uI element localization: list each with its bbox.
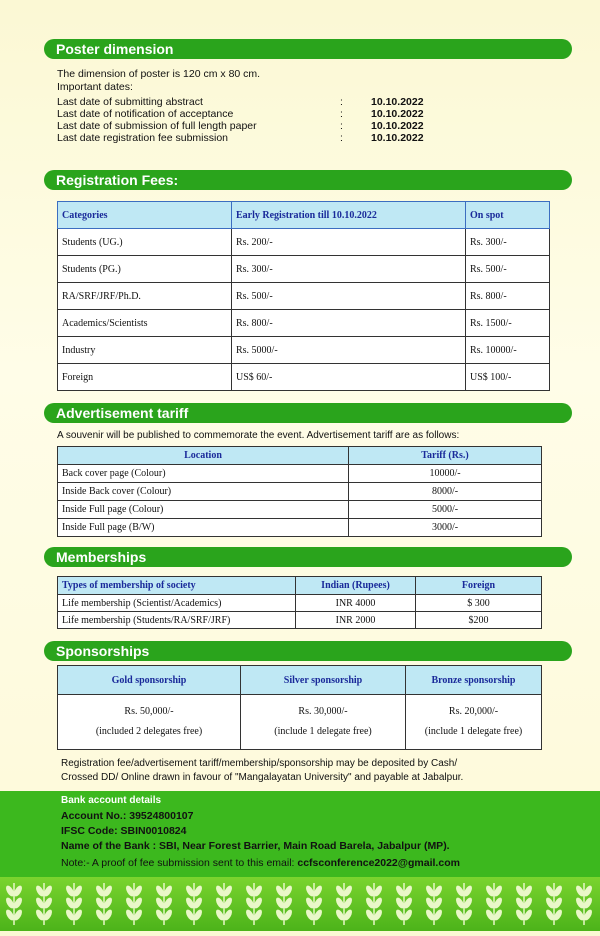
date-label: Last date of notification of acceptance	[57, 108, 234, 120]
date-colon: :	[340, 132, 343, 144]
payment-info-line-1: Registration fee/advertisement tariff/membership/sponsorship may be deposited by Cash/	[61, 758, 458, 769]
date-value: 10.10.2022	[371, 120, 424, 132]
sponsorship-amount: Rs. 30,000/-	[298, 706, 348, 717]
sponsorship-note: (include 1 delegate free)	[424, 726, 523, 737]
date-row	[57, 108, 424, 120]
registration-fees-table	[57, 201, 550, 391]
table-row	[58, 256, 550, 283]
date-label: Last date of submission of full length paper	[57, 120, 257, 132]
important-dates-list	[57, 96, 424, 144]
table-cell: Back cover page (Colour)	[58, 465, 349, 483]
registration-section-title: Registration Fees:	[44, 170, 572, 190]
column-header: Indian (Rupees)	[296, 577, 416, 595]
table-cell: Life membership (Students/RA/SRF/JRF)	[58, 612, 296, 629]
important-dates-label: Important dates:	[57, 81, 133, 93]
date-value: 10.10.2022	[371, 96, 424, 108]
advertisement-section-title: Advertisement tariff	[44, 403, 572, 423]
table-cell: $200	[416, 612, 542, 629]
sponsorship-amount: Rs. 50,000/-	[124, 706, 174, 717]
table-header-row	[58, 202, 550, 229]
table-cell: 8000/-	[349, 483, 542, 501]
table-cell: Students (PG.)	[58, 256, 232, 283]
column-header: On spot	[466, 202, 550, 229]
table-cell: Rs. 800/-	[466, 283, 550, 310]
note-text: Note:- A proof of fee submission sent to this email:	[61, 857, 298, 869]
sponsorship-note: (include 1 delegate free)	[274, 726, 372, 737]
table-row	[58, 695, 542, 750]
table-row	[58, 283, 550, 310]
memberships-section-title: Memberships	[44, 547, 572, 567]
sponsorship-cell	[241, 695, 406, 750]
table-cell: Inside Full page (B/W)	[58, 519, 349, 537]
column-header: Early Registration till 10.10.2022	[232, 202, 466, 229]
sponsorship-amount: Rs. 20,000/-	[448, 706, 499, 717]
table-cell: 5000/-	[349, 501, 542, 519]
date-row	[57, 132, 424, 144]
advertisement-tariff-table	[57, 446, 542, 537]
table-cell: Rs. 200/-	[232, 229, 466, 256]
date-label: Last date of submitting abstract	[57, 96, 203, 108]
date-label: Last date registration fee submission	[57, 132, 229, 144]
table-cell: Rs. 300/-	[466, 229, 550, 256]
sponsorship-note: (included 2 delegates free)	[95, 726, 203, 737]
table-cell: RA/SRF/JRF/Ph.D.	[58, 283, 232, 310]
date-value: 10.10.2022	[371, 132, 424, 144]
bank-details-title: Bank account details	[61, 795, 162, 806]
poster-section-title: Poster dimension	[44, 39, 572, 59]
column-header: Types of membership of society	[58, 577, 296, 595]
table-cell: Rs. 300/-	[232, 256, 466, 283]
fee-proof-note	[61, 857, 460, 869]
table-row	[58, 229, 550, 256]
payment-info-line-2: Crossed DD/ Online drawn in favour of "Mangalayatan University" and payable at Jabalpur.	[61, 772, 464, 783]
column-header: Foreign	[416, 577, 542, 595]
contact-email-link[interactable]: ccfsconference2022@gmail.com	[297, 857, 460, 869]
table-header-row	[58, 447, 542, 465]
date-colon: :	[340, 120, 343, 132]
table-cell: 10000/-	[349, 465, 542, 483]
account-number: Account No.: 39524800107	[61, 810, 194, 822]
table-cell: Academics/Scientists	[58, 310, 232, 337]
table-cell: US$ 60/-	[232, 364, 466, 391]
advertisement-intro: A souvenir will be published to commemorate the event. Advertisement tariff are as follows:	[57, 430, 460, 441]
table-row	[58, 612, 542, 629]
table-cell: Rs. 10000/-	[466, 337, 550, 364]
table-row	[58, 310, 550, 337]
table-row	[58, 595, 542, 612]
date-colon: :	[340, 96, 343, 108]
sponsorships-table	[57, 665, 542, 750]
wheat-footer-banner	[0, 877, 600, 931]
table-row	[58, 465, 542, 483]
table-cell: INR 4000	[296, 595, 416, 612]
table-row	[58, 337, 550, 364]
table-cell: Rs. 5000/-	[232, 337, 466, 364]
table-cell: Industry	[58, 337, 232, 364]
table-row	[58, 483, 542, 501]
table-row	[58, 364, 550, 391]
column-header: Location	[58, 447, 349, 465]
sponsorship-cell	[406, 695, 542, 750]
table-cell: Rs. 500/-	[232, 283, 466, 310]
ifsc-code: IFSC Code: SBIN0010824	[61, 825, 187, 837]
table-cell: Students (UG.)	[58, 229, 232, 256]
column-header: Gold sponsorship	[58, 666, 241, 695]
table-header-row	[58, 666, 542, 695]
table-cell: Rs. 800/-	[232, 310, 466, 337]
date-row	[57, 120, 424, 132]
bank-name: Name of the Bank : SBI, Near Forest Barrier, Main Road Barela, Jabalpur (MP).	[61, 840, 450, 852]
column-header: Tariff (Rs.)	[349, 447, 542, 465]
sponsorship-cell	[58, 695, 241, 750]
table-cell: Foreign	[58, 364, 232, 391]
table-cell: Inside Back cover (Colour)	[58, 483, 349, 501]
poster-dimension-text: The dimension of poster is 120 cm x 80 cm.	[57, 68, 261, 80]
table-row	[58, 519, 542, 537]
table-cell: Rs. 1500/-	[466, 310, 550, 337]
table-cell: INR 2000	[296, 612, 416, 629]
table-cell: $ 300	[416, 595, 542, 612]
table-cell: Life membership (Scientist/Academics)	[58, 595, 296, 612]
table-cell: US$ 100/-	[466, 364, 550, 391]
table-cell: Rs. 500/-	[466, 256, 550, 283]
memberships-table	[57, 576, 542, 629]
column-header: Categories	[58, 202, 232, 229]
table-cell: 3000/-	[349, 519, 542, 537]
sponsorships-section-title: Sponsorships	[44, 641, 572, 661]
table-cell: Inside Full page (Colour)	[58, 501, 349, 519]
column-header: Bronze sponsorship	[406, 666, 542, 695]
table-row	[58, 501, 542, 519]
bank-details-panel	[0, 791, 600, 877]
date-row	[57, 96, 424, 108]
column-header: Silver sponsorship	[241, 666, 406, 695]
date-value: 10.10.2022	[371, 108, 424, 120]
date-colon: :	[340, 108, 343, 120]
table-header-row	[58, 577, 542, 595]
wheat-pattern-icon	[0, 877, 600, 931]
